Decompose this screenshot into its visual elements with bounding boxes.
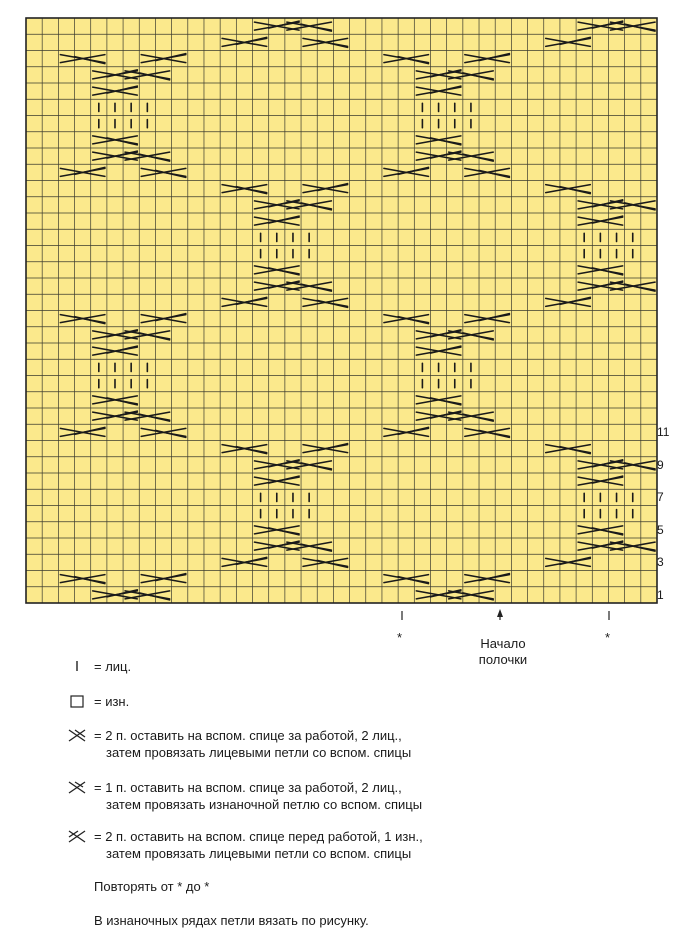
row-number-label: 7 (657, 490, 664, 505)
legend-cable-1-2-front-line2: затем провязать лицевыми петли со вспом. спицы (106, 846, 412, 861)
cable-2-2-back-icon (66, 727, 88, 744)
cable-1-2-front-icon (66, 828, 88, 845)
row-number-label: 1 (657, 587, 664, 602)
legend-cable-2-1-purl-back-line2: затем провязать изнаночной петлю со вспом. спицы (106, 797, 423, 812)
legend-cable-1-2-front-line1: = 2 п. оставить на вспом. спице перед работой, 1 изн., (94, 829, 423, 844)
legend-knit-text: = лиц. (94, 659, 132, 674)
start-label-line2: полочки (478, 652, 528, 667)
legend-purl-text: = изн. (94, 694, 130, 709)
start-label (465, 636, 541, 668)
cable-2-1-purl-back-icon (66, 779, 88, 796)
purl-stitch-icon (66, 693, 88, 710)
knit-stitch-icon (66, 658, 88, 675)
row-number-label: 11 (657, 425, 670, 440)
row-number-label: 9 (657, 457, 664, 472)
row-number-label: 5 (657, 522, 664, 537)
repeat-note: Повторять от * до * (94, 879, 210, 894)
start-arrow-icon (497, 609, 503, 620)
left-star-label: * (397, 630, 403, 645)
legend-cable-2-1-purl-back-line1: = 1 п. оставить на вспом. спице за работой, 2 лиц., (94, 780, 402, 795)
start-label-line1: Начало (480, 636, 526, 651)
legend-cable-2-2-back-line1: = 2 п. оставить на вспом. спице за работой, 2 лиц., (94, 728, 402, 743)
legend-cable-2-2-back-line2: затем провязать лицевыми петли со вспом. спицы (106, 745, 412, 760)
wrong-side-note: В изнаночных рядах петли вязать по рисунку. (94, 913, 369, 928)
right-star-label: * (605, 630, 611, 645)
row-number-label: 3 (657, 555, 664, 570)
